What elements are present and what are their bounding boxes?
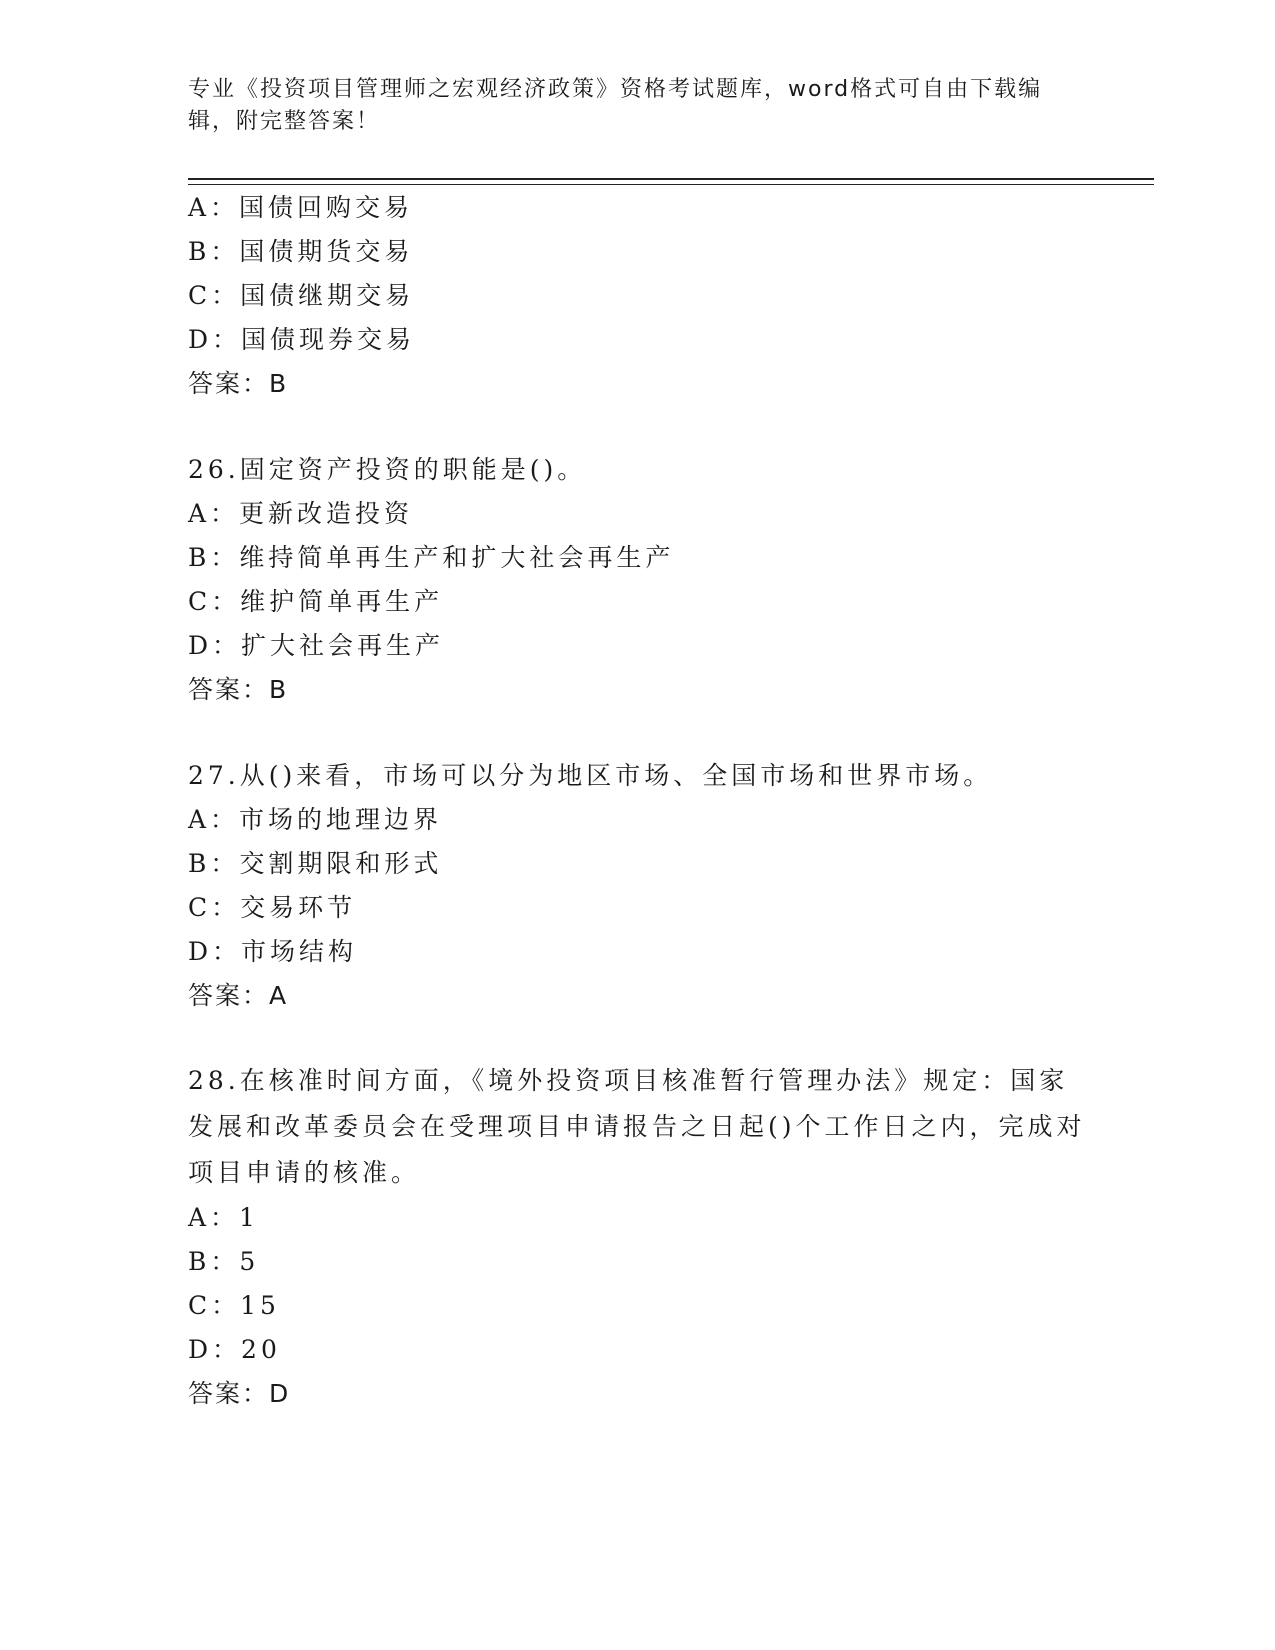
document-intro: 专业《投资项目管理师之宏观经济政策》资格考试题库，word格式可自由下载编辑，附完整答案！ <box>188 77 1043 134</box>
q27-answer: 答案：A <box>188 981 289 1010</box>
q25-option-b: B：国债期货交易 <box>188 237 414 266</box>
q28-option-d: D：20 <box>188 1335 281 1364</box>
header-divider-thick <box>188 178 1154 180</box>
q26-answer: 答案：B <box>188 675 289 704</box>
q28-option-b: B：5 <box>188 1247 260 1276</box>
q26-option-a: A：更新改造投资 <box>188 499 414 528</box>
q28-option-a: A：1 <box>188 1203 259 1232</box>
q26-stem: 26.固定资产投资的职能是()。 <box>188 455 587 484</box>
q25-option-a: A：国债回购交易 <box>188 193 414 222</box>
q27-option-d: D：市场结构 <box>188 937 358 966</box>
q25-answer: 答案：B <box>188 369 289 398</box>
header-divider-thin <box>188 184 1154 185</box>
q25-option-d: D：国债现券交易 <box>188 325 416 354</box>
q27-stem: 27.从()来看，市场可以分为地区市场、全国市场和世界市场。 <box>188 761 993 790</box>
q27-option-a: A：市场的地理边界 <box>188 805 443 834</box>
q27-option-b: B：交割期限和形式 <box>188 849 443 878</box>
q26-option-d: D：扩大社会再生产 <box>188 631 445 660</box>
q28-stem: 28.在核准时间方面，《境外投资项目核准暂行管理办法》规定：国家发展和改革委员会在受理项目申请报告之日起()个工作日之内，完成对项目申请的核准。 <box>188 1066 1086 1187</box>
q27-option-c: C：交易环节 <box>188 893 357 922</box>
q26-option-b: B：维持简单再生产和扩大社会再生产 <box>188 543 675 572</box>
q28-option-c: C：15 <box>188 1291 280 1320</box>
q26-option-c: C：维护简单再生产 <box>188 587 444 616</box>
q28-answer: 答案：D <box>188 1379 291 1408</box>
q25-option-c: C：国债继期交易 <box>188 281 415 310</box>
